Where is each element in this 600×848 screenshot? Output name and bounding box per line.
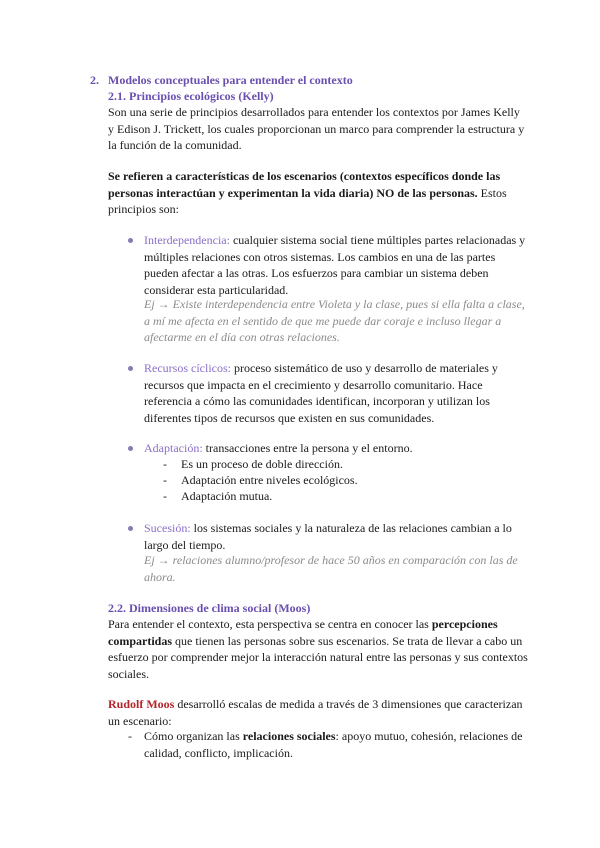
kelly-emphasis-bold: Se refieren a características de los escenarios (contextos específicos donde las personas interactúan y experimentan la vida diaria) NO de las personas. xyxy=(108,169,501,200)
moos-p1-b: que tienen las personas sobre sus escenarios. Se trata de llevar a cabo un esfuerzo por comprender mejor la interacción natural entre las personas y sus contextos sociales. xyxy=(108,633,528,681)
bullet-sucesion xyxy=(144,520,528,553)
term-recursos: Recursos cíclicos: xyxy=(144,361,231,375)
example-interdependencia: Ej → Existe interdependencia entre Violeta y la clase, pues si ella falta a clase, a mí me afecta en el sentido de que me puede dar coraje e incluso llegar a afectarme en el día con otras relaciones. xyxy=(144,297,525,344)
bullet-icon xyxy=(128,366,133,371)
term-interdependencia: Interdependencia: xyxy=(144,233,230,247)
dash-marker: - xyxy=(163,489,167,503)
rudolf-moos-name: Rudolf Moos xyxy=(108,697,175,711)
adaptacion-subitem: Adaptación mutua. xyxy=(181,489,273,503)
section-number: 2. xyxy=(90,73,99,87)
moos-p2-rest: desarrolló escalas de medida a través de 3 dimensiones que caracterizan un escenario: xyxy=(108,697,523,728)
kelly-intro: Son una serie de principios desarrollados para entender los contextos por James Kelly y Edison J. Trickett, los cuales proporcionan un marco para comprender la estructura y la función de la comunidad. xyxy=(108,105,525,152)
text-sucesion: los sistemas sociales y la naturaleza de las relaciones cambian a lo largo del tiempo. xyxy=(144,521,512,552)
item1-b: : apoyo mutuo, cohesión, relaciones de calidad, conflicto, implicación. xyxy=(144,729,523,760)
item1-a: Cómo organizan las xyxy=(144,729,243,743)
term-sucesion: Sucesión: xyxy=(144,521,191,535)
kelly-emphasis-rest: Estos principios son: xyxy=(108,185,507,216)
moos-paragraph xyxy=(108,616,528,682)
bullet-icon xyxy=(128,526,133,531)
text-adaptacion: transacciones entre la persona y el entorno. xyxy=(202,441,413,455)
term-adaptacion: Adaptación: xyxy=(144,441,203,455)
moos-p1-bold: percepciones compartidas xyxy=(108,617,498,648)
bullet-recursos xyxy=(144,360,528,426)
dash-marker: - xyxy=(163,473,167,487)
bullet-icon xyxy=(128,446,133,451)
kelly-emphasis xyxy=(108,168,528,218)
text-interdependencia: cualquier sistema social tiene múltiples partes relacionadas y múltiples relaciones con otros sistemas. Los cambios en una de las partes pueden afectar a las otras. Los esfuerzos para cambiar un sistema deben considerar esta particularidad. xyxy=(144,233,526,297)
text-recursos: proceso sistemático de uso y desarrollo de materiales y recursos que impacta en el crecimiento y desarrollo comunitario. Hace referencia a cómo las comunidades identifican, incorporan y utilizan los diferentes tipos de recursos que existen en sus comunidades. xyxy=(144,361,498,425)
moos-scales-paragraph xyxy=(108,696,528,729)
item1-bold: relaciones sociales xyxy=(242,729,336,743)
subsection-title-moos: 2.2. Dimensiones de clima social (Moos) xyxy=(108,601,311,615)
bullet-adaptacion xyxy=(144,440,528,457)
dash-marker: - xyxy=(163,457,167,471)
dash-marker: - xyxy=(128,729,132,743)
subsection-title-kelly: 2.1. Principios ecológicos (Kelly) xyxy=(108,89,274,103)
example-sucesion: Ej → relaciones alumno/profesor de hace 50 años en comparación con las de ahora. xyxy=(144,553,518,584)
section-title: Modelos conceptuales para entender el contexto xyxy=(108,73,353,87)
moos-p1-a: Para entender el contexto, esta perspectiva se centra en conocer las xyxy=(108,617,432,631)
adaptacion-subitem: Es un proceso de doble dirección. xyxy=(181,457,343,471)
bullet-interdependencia xyxy=(144,232,528,298)
adaptacion-subitem: Adaptación entre niveles ecológicos. xyxy=(181,473,358,487)
moos-dimension-item xyxy=(144,728,528,761)
bullet-icon xyxy=(128,238,133,243)
